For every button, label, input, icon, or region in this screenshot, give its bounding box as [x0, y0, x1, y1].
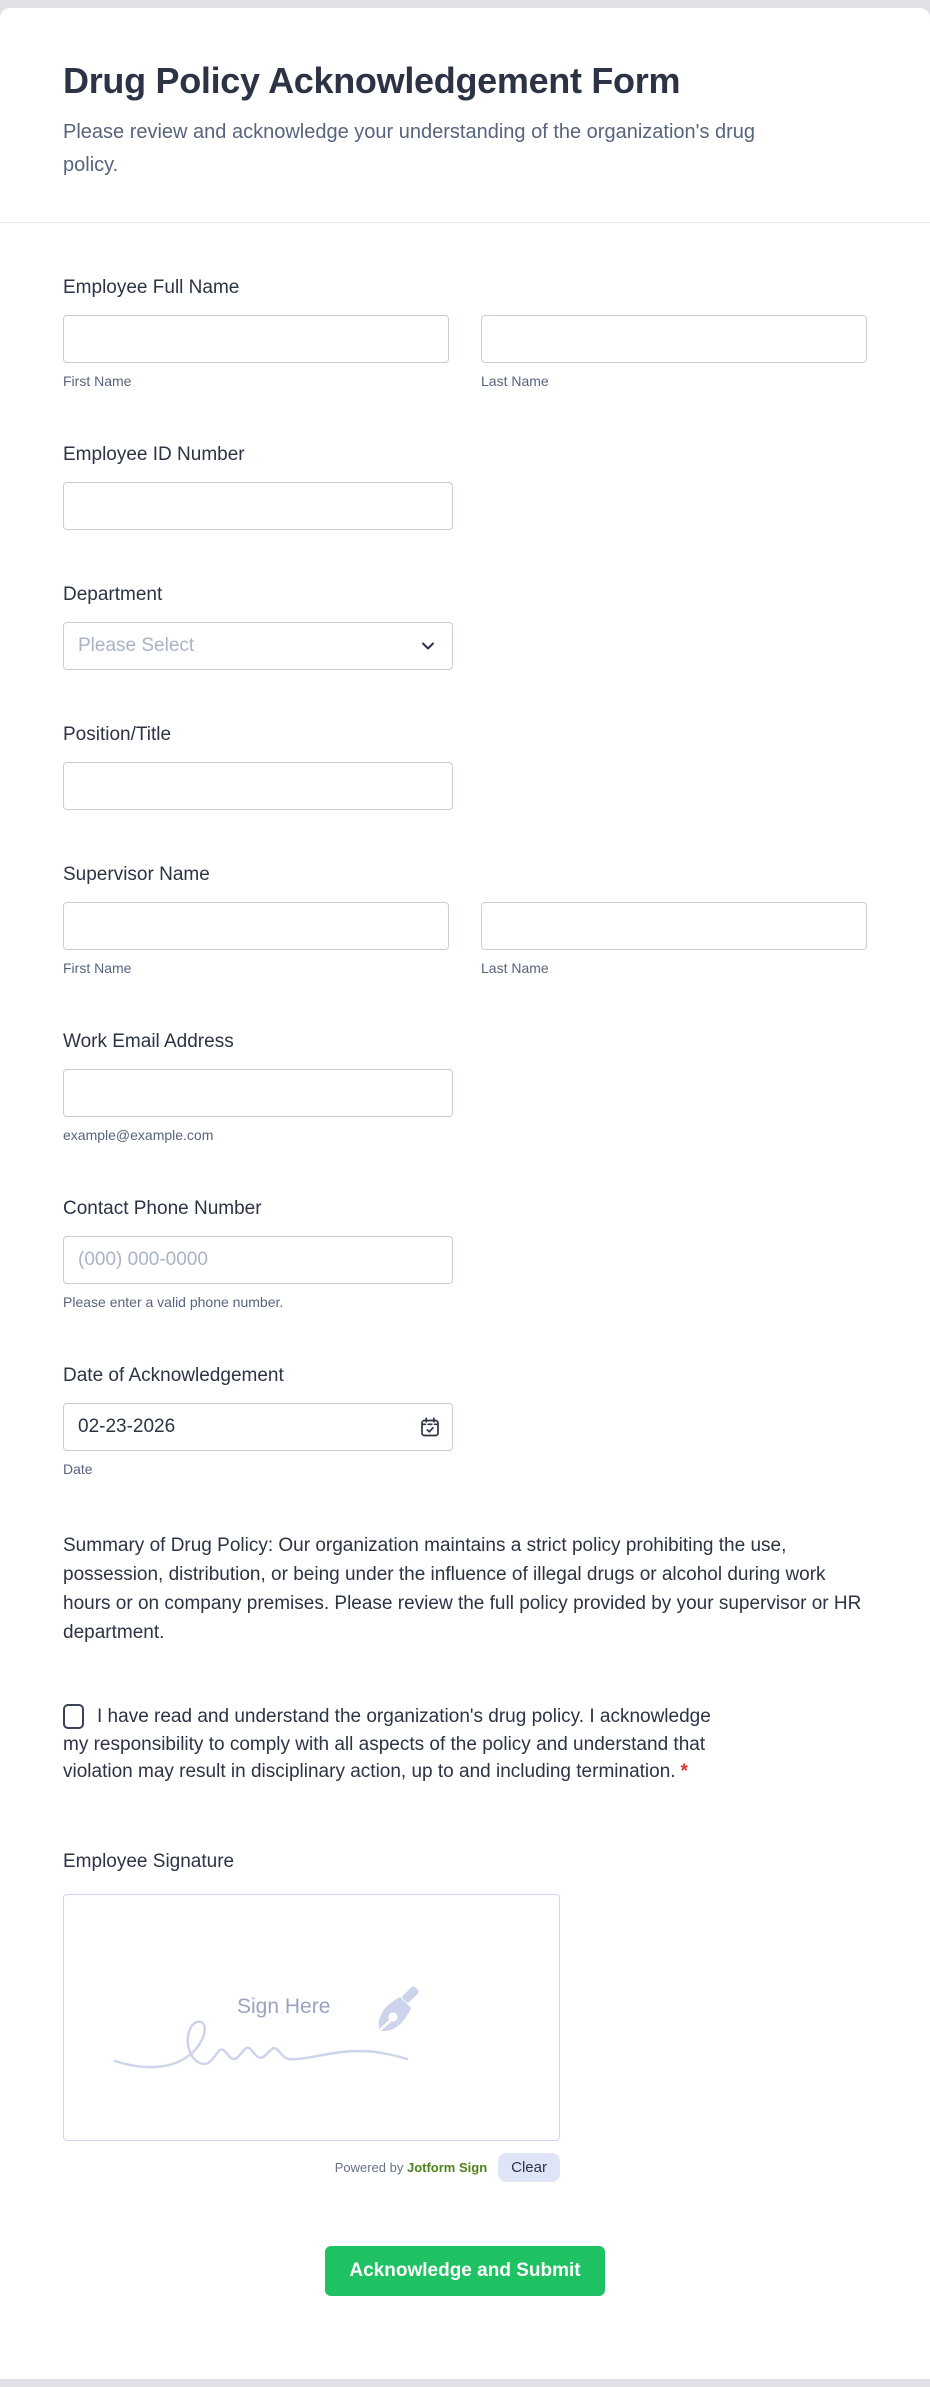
- full-name-label: Employee Full Name: [63, 277, 240, 298]
- field-signature: [63, 1850, 867, 2182]
- field-date: [63, 1364, 867, 1478]
- position-label: Position/Title: [63, 724, 172, 745]
- form-header: [0, 8, 930, 182]
- last-name-sublabel: Last Name: [481, 373, 549, 389]
- signature-pad[interactable]: [63, 1894, 560, 2141]
- phone-input[interactable]: [63, 1236, 453, 1284]
- phone-sublabel: Please enter a valid phone number.: [63, 1294, 284, 1310]
- email-sublabel: example@example.com: [63, 1127, 214, 1143]
- policy-summary-text: Summary of Drug Policy: Our organization maintains a strict policy prohibiting the use, possession, distribution, or being under the influence of illegal drugs or alcohol during work hours or on company premises. Please review the full policy provided by your supervisor or HR department.: [63, 1535, 862, 1643]
- acknowledgement-field: [63, 1703, 723, 1786]
- sign-here-placeholder: Sign Here: [237, 1994, 331, 2018]
- phone-label: Contact Phone Number: [63, 1198, 262, 1219]
- signature-footer: [63, 2153, 560, 2182]
- department-select[interactable]: [63, 622, 453, 670]
- date-input[interactable]: [63, 1403, 453, 1451]
- employee-id-input[interactable]: [63, 482, 453, 530]
- jotform-sign-brand: Jotform Sign: [406, 2159, 488, 2175]
- field-email: [63, 1030, 867, 1144]
- field-department: [63, 583, 867, 670]
- email-input[interactable]: [63, 1069, 453, 1117]
- signature-squiggle-icon: [112, 2013, 412, 2075]
- date-sublabel: Date: [63, 1461, 93, 1477]
- page-title: Drug Policy Acknowledgement Form: [63, 60, 681, 101]
- acknowledgement-text: I have read and understand the organization's drug policy. I acknowledge my responsibility to comply with all aspects of the policy and understand that violation may result in disciplinary action, up to and including termination.: [63, 1706, 711, 1782]
- required-asterisk: *: [680, 1761, 688, 1782]
- signature-label: Employee Signature: [63, 1850, 235, 1872]
- acknowledgement-checkbox[interactable]: [63, 1704, 84, 1729]
- field-phone: [63, 1197, 867, 1311]
- first-name-sublabel: First Name: [63, 373, 132, 389]
- date-label: Date of Acknowledgement: [63, 1365, 284, 1386]
- field-position: [63, 723, 867, 810]
- supervisor-first-name-input[interactable]: [63, 902, 449, 950]
- form-body: [0, 276, 930, 2353]
- form-card: [0, 8, 930, 2379]
- chevron-down-icon: [418, 636, 438, 656]
- department-select-value: Please Select: [78, 635, 195, 656]
- page-subtitle: Please review and acknowledge your understanding of the organization's drug policy.: [63, 121, 756, 176]
- email-label: Work Email Address: [63, 1031, 234, 1052]
- supervisor-last-sublabel: Last Name: [481, 960, 549, 976]
- header-divider: [0, 222, 930, 223]
- field-supervisor: [63, 863, 867, 977]
- pen-nib-icon: [369, 1983, 427, 2041]
- supervisor-label: Supervisor Name: [63, 864, 210, 885]
- position-input[interactable]: [63, 762, 453, 810]
- supervisor-first-sublabel: First Name: [63, 960, 132, 976]
- powered-by-text: [335, 2160, 487, 2175]
- employee-id-label: Employee ID Number: [63, 444, 245, 465]
- submit-button[interactable]: Acknowledge and Submit: [325, 2246, 604, 2296]
- field-full-name: [63, 276, 867, 390]
- supervisor-last-name-input[interactable]: [481, 902, 867, 950]
- powered-by-label: Powered by: [334, 2159, 404, 2175]
- calendar-icon[interactable]: [418, 1415, 442, 1439]
- department-label: Department: [63, 584, 163, 605]
- first-name-input[interactable]: [63, 315, 449, 363]
- last-name-input[interactable]: [481, 315, 867, 363]
- clear-signature-button[interactable]: Clear: [498, 2153, 560, 2182]
- field-employee-id: [63, 443, 867, 530]
- submit-row: [63, 2246, 867, 2353]
